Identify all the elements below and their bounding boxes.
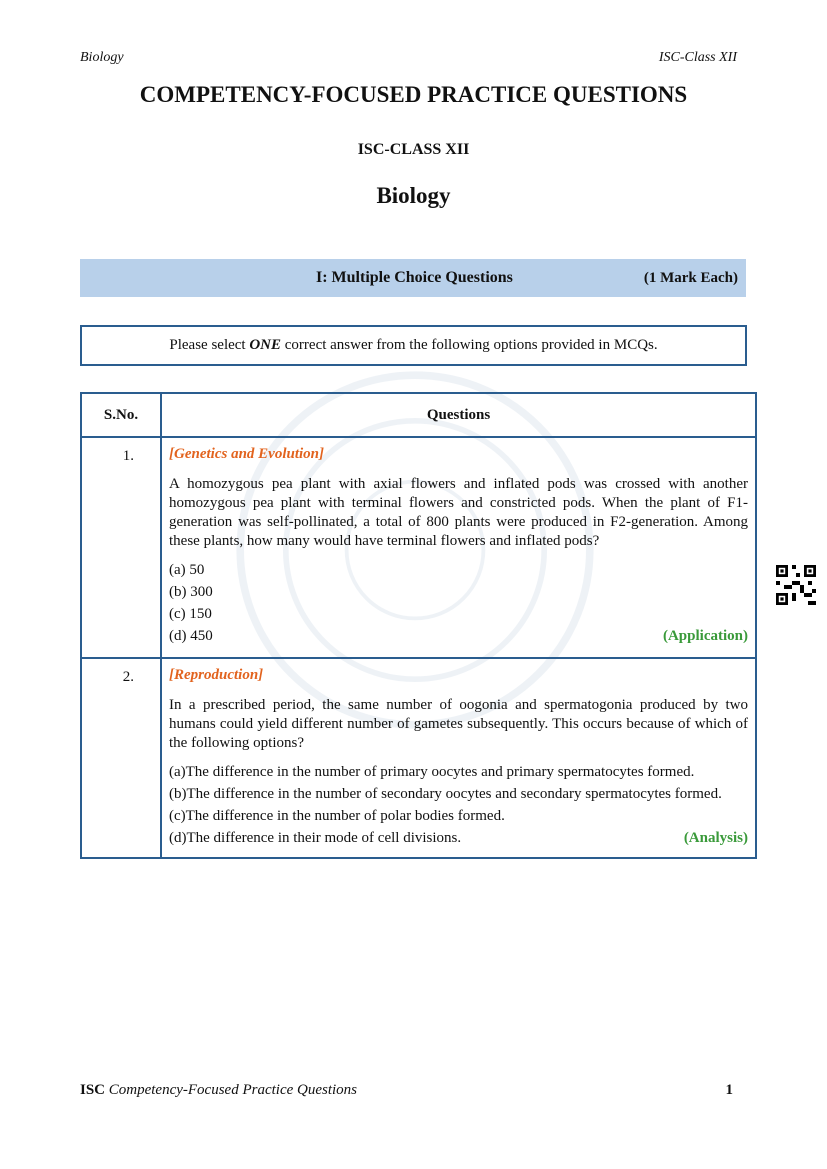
table-row: [81, 658, 756, 858]
option-d-row: [169, 625, 748, 647]
competency-category: (Application): [662, 628, 748, 644]
row-sno: 2.: [81, 658, 161, 858]
question-cell: [161, 437, 756, 658]
question-topic: [Genetics and Evolution]: [169, 446, 325, 462]
page-subtitle: ISC-CLASS XII: [357, 141, 470, 158]
instruction-post: correct answer from the following options provided in MCQs.: [281, 337, 658, 353]
option-b: (b) 300: [169, 584, 213, 600]
option-a: (a)The difference in the number of primary oocytes and primary spermatocytes formed.: [169, 764, 695, 780]
option-a: (a) 50: [169, 562, 205, 578]
question-stem: A homozygous pea plant with axial flowers and inflated pods was crossed with another homozygous pea plant with terminal flowers and constricted pods. When the plant of F1-generation was self-pollinated, a total of 800 plants were produced in F2-generation. Among these plants, how many would have terminal flowers and inflated pods?: [169, 476, 748, 549]
table-row: [81, 437, 756, 658]
option-c: (c)The difference in the number of polar bodies formed.: [169, 808, 505, 824]
footer-bold: ISC: [80, 1082, 106, 1098]
header-questions: Questions: [161, 393, 756, 437]
page-title: COMPETENCY-FOCUSED PRACTICE QUESTIONS: [139, 82, 688, 107]
qr-code-icon[interactable]: [776, 565, 816, 605]
option-c: (c) 150: [169, 606, 212, 622]
option-d-row: [169, 827, 748, 849]
header-subject: Biology: [80, 50, 124, 65]
footer-left: [80, 1082, 357, 1099]
questions-table: [80, 392, 757, 859]
competency-category: (Analysis): [683, 830, 748, 846]
option-d: (d) 450: [169, 628, 213, 644]
section-band: [80, 259, 746, 297]
page-number: 1: [725, 1082, 733, 1098]
table-header-row: [81, 393, 756, 437]
question-cell: [161, 658, 756, 858]
option-d: (d)The difference in their mode of cell divisions.: [169, 830, 462, 846]
option-b: (b)The difference in the number of secondary oocytes and secondary spermatocytes formed.: [169, 786, 722, 802]
subject-title: Biology: [376, 183, 451, 208]
header-class: ISC-Class XII: [658, 50, 737, 65]
footer-italic: Competency-Focused Practice Questions: [105, 1082, 358, 1098]
row-sno: 1.: [81, 437, 161, 658]
instruction-emphasis: ONE: [249, 337, 282, 353]
header-sno: S.No.: [81, 393, 161, 437]
question-topic: [Reproduction]: [169, 667, 264, 683]
section-title: I: Multiple Choice Questions: [316, 269, 513, 286]
instruction-pre: Please select: [169, 337, 250, 353]
question-stem: In a prescribed period, the same number of oogonia and spermatogonia produced by two humans could yield different number of gametes subsequently. This occurs because of which of the following options?: [169, 697, 748, 751]
section-marks: (1 Mark Each): [643, 270, 738, 286]
